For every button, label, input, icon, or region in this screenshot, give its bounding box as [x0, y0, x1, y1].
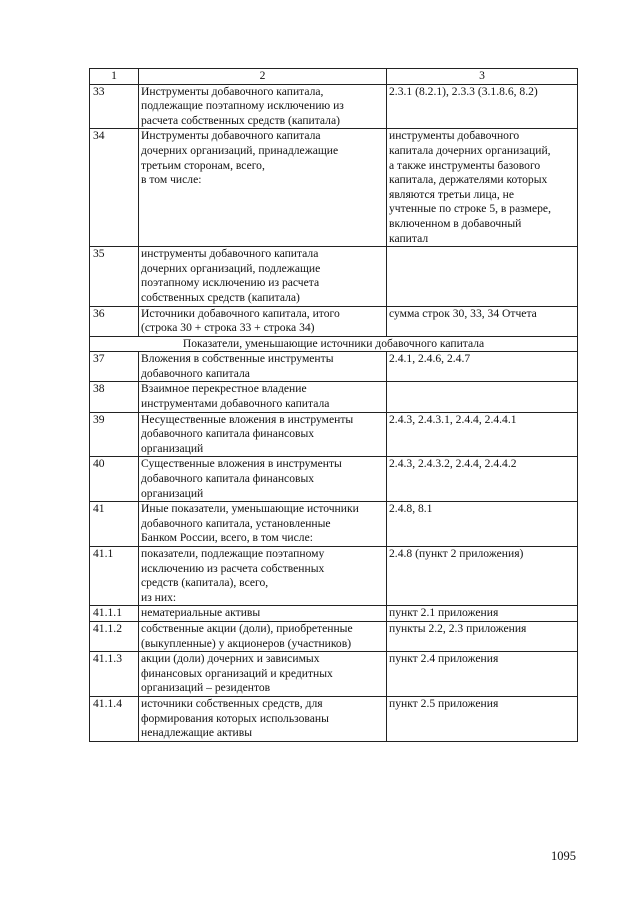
row-code: 34 [90, 129, 139, 247]
row-reference: пункт 2.1 приложения [387, 606, 578, 622]
header-cell-2: 2 [139, 69, 387, 85]
row-code: 33 [90, 84, 139, 129]
row-name: акции (доли) дочерних и зависимых финансовых организаций и кредитных организаций – резидентов [139, 652, 387, 697]
table-row [90, 502, 578, 547]
row-reference: 2.4.3, 2.4.3.1, 2.4.4, 2.4.4.1 [387, 412, 578, 457]
row-code: 40 [90, 457, 139, 502]
row-name: инструменты добавочного капитала дочерних организаций, подлежащие поэтапному исключению из расчета собственных средств (капитала) [139, 247, 387, 306]
row-code: 35 [90, 247, 139, 306]
row-code: 41.1.2 [90, 621, 139, 651]
row-code: 41.1 [90, 547, 139, 606]
row-name: Несущественные вложения в инструменты добавочного капитала финансовых организаций [139, 412, 387, 457]
row-reference: 2.4.1, 2.4.6, 2.4.7 [387, 352, 578, 382]
row-reference: 2.4.8 (пункт 2 приложения) [387, 547, 578, 606]
table-row [90, 306, 578, 336]
row-reference: инструменты добавочного капитала дочерних организаций, а также инструменты базового капитала, держателями которых являются третьи лица, не учтенные по строке 5, в размере, включенном в добавочный капитал [387, 129, 578, 247]
rows-table [89, 68, 578, 742]
row-name: Существенные вложения в инструменты добавочного капитала финансовых организаций [139, 457, 387, 502]
header-cell-3: 3 [387, 69, 578, 85]
table-row [90, 247, 578, 306]
row-name: Взаимное перекрестное владение инструментами добавочного капитала [139, 382, 387, 412]
section-heading: Показатели, уменьшающие источники добавочного капитала [90, 336, 578, 352]
row-reference [387, 382, 578, 412]
row-reference: 2.4.8, 8.1 [387, 502, 578, 547]
row-name: показатели, подлежащие поэтапному исключению из расчета собственных средств (капитала), всего, из них: [139, 547, 387, 606]
row-name: Инструменты добавочного капитала дочерних организаций, принадлежащие третьим сторонам, всего, в том числе: [139, 129, 387, 247]
row-name: нематериальные активы [139, 606, 387, 622]
page-number: 1095 [551, 849, 576, 863]
row-reference [387, 247, 578, 306]
table-row [90, 457, 578, 502]
table-row [90, 352, 578, 382]
row-name: Иные показатели, уменьшающие источники добавочного капитала, установленные Банком России, всего, в том числе: [139, 502, 387, 547]
row-name: собственные акции (доли), приобретенные (выкупленные) у акционеров (участников) [139, 621, 387, 651]
row-reference: 2.3.1 (8.2.1), 2.3.3 (3.1.8.6, 8.2) [387, 84, 578, 129]
row-code: 41.1.3 [90, 652, 139, 697]
row-code: 37 [90, 352, 139, 382]
table-row [90, 652, 578, 697]
table-row [90, 696, 578, 741]
table-row [90, 412, 578, 457]
row-code: 41.1.1 [90, 606, 139, 622]
header-row [90, 69, 578, 85]
table-row [90, 129, 578, 247]
row-name: Источники добавочного капитала, итого (строка 30 + строка 33 + строка 34) [139, 306, 387, 336]
table-row [90, 606, 578, 622]
table-row [90, 547, 578, 606]
row-reference: пункт 2.4 приложения [387, 652, 578, 697]
section-heading-row [90, 336, 578, 352]
row-name: Инструменты добавочного капитала, подлежащие поэтапному исключению из расчета собственных средств (капитала) [139, 84, 387, 129]
row-name: источники собственных средств, для формирования которых использованы ненадлежащие активы [139, 696, 387, 741]
header-cell-1: 1 [90, 69, 139, 85]
row-reference: сумма строк 30, 33, 34 Отчета [387, 306, 578, 336]
row-code: 39 [90, 412, 139, 457]
table-row [90, 621, 578, 651]
row-name: Вложения в собственные инструменты добавочного капитала [139, 352, 387, 382]
row-reference: пункты 2.2, 2.3 приложения [387, 621, 578, 651]
row-reference: 2.4.3, 2.4.3.2, 2.4.4, 2.4.4.2 [387, 457, 578, 502]
row-code: 41.1.4 [90, 696, 139, 741]
table-row [90, 382, 578, 412]
table-body [90, 69, 578, 742]
row-code: 36 [90, 306, 139, 336]
row-code: 41 [90, 502, 139, 547]
row-reference: пункт 2.5 приложения [387, 696, 578, 741]
row-code: 38 [90, 382, 139, 412]
table-row [90, 84, 578, 129]
